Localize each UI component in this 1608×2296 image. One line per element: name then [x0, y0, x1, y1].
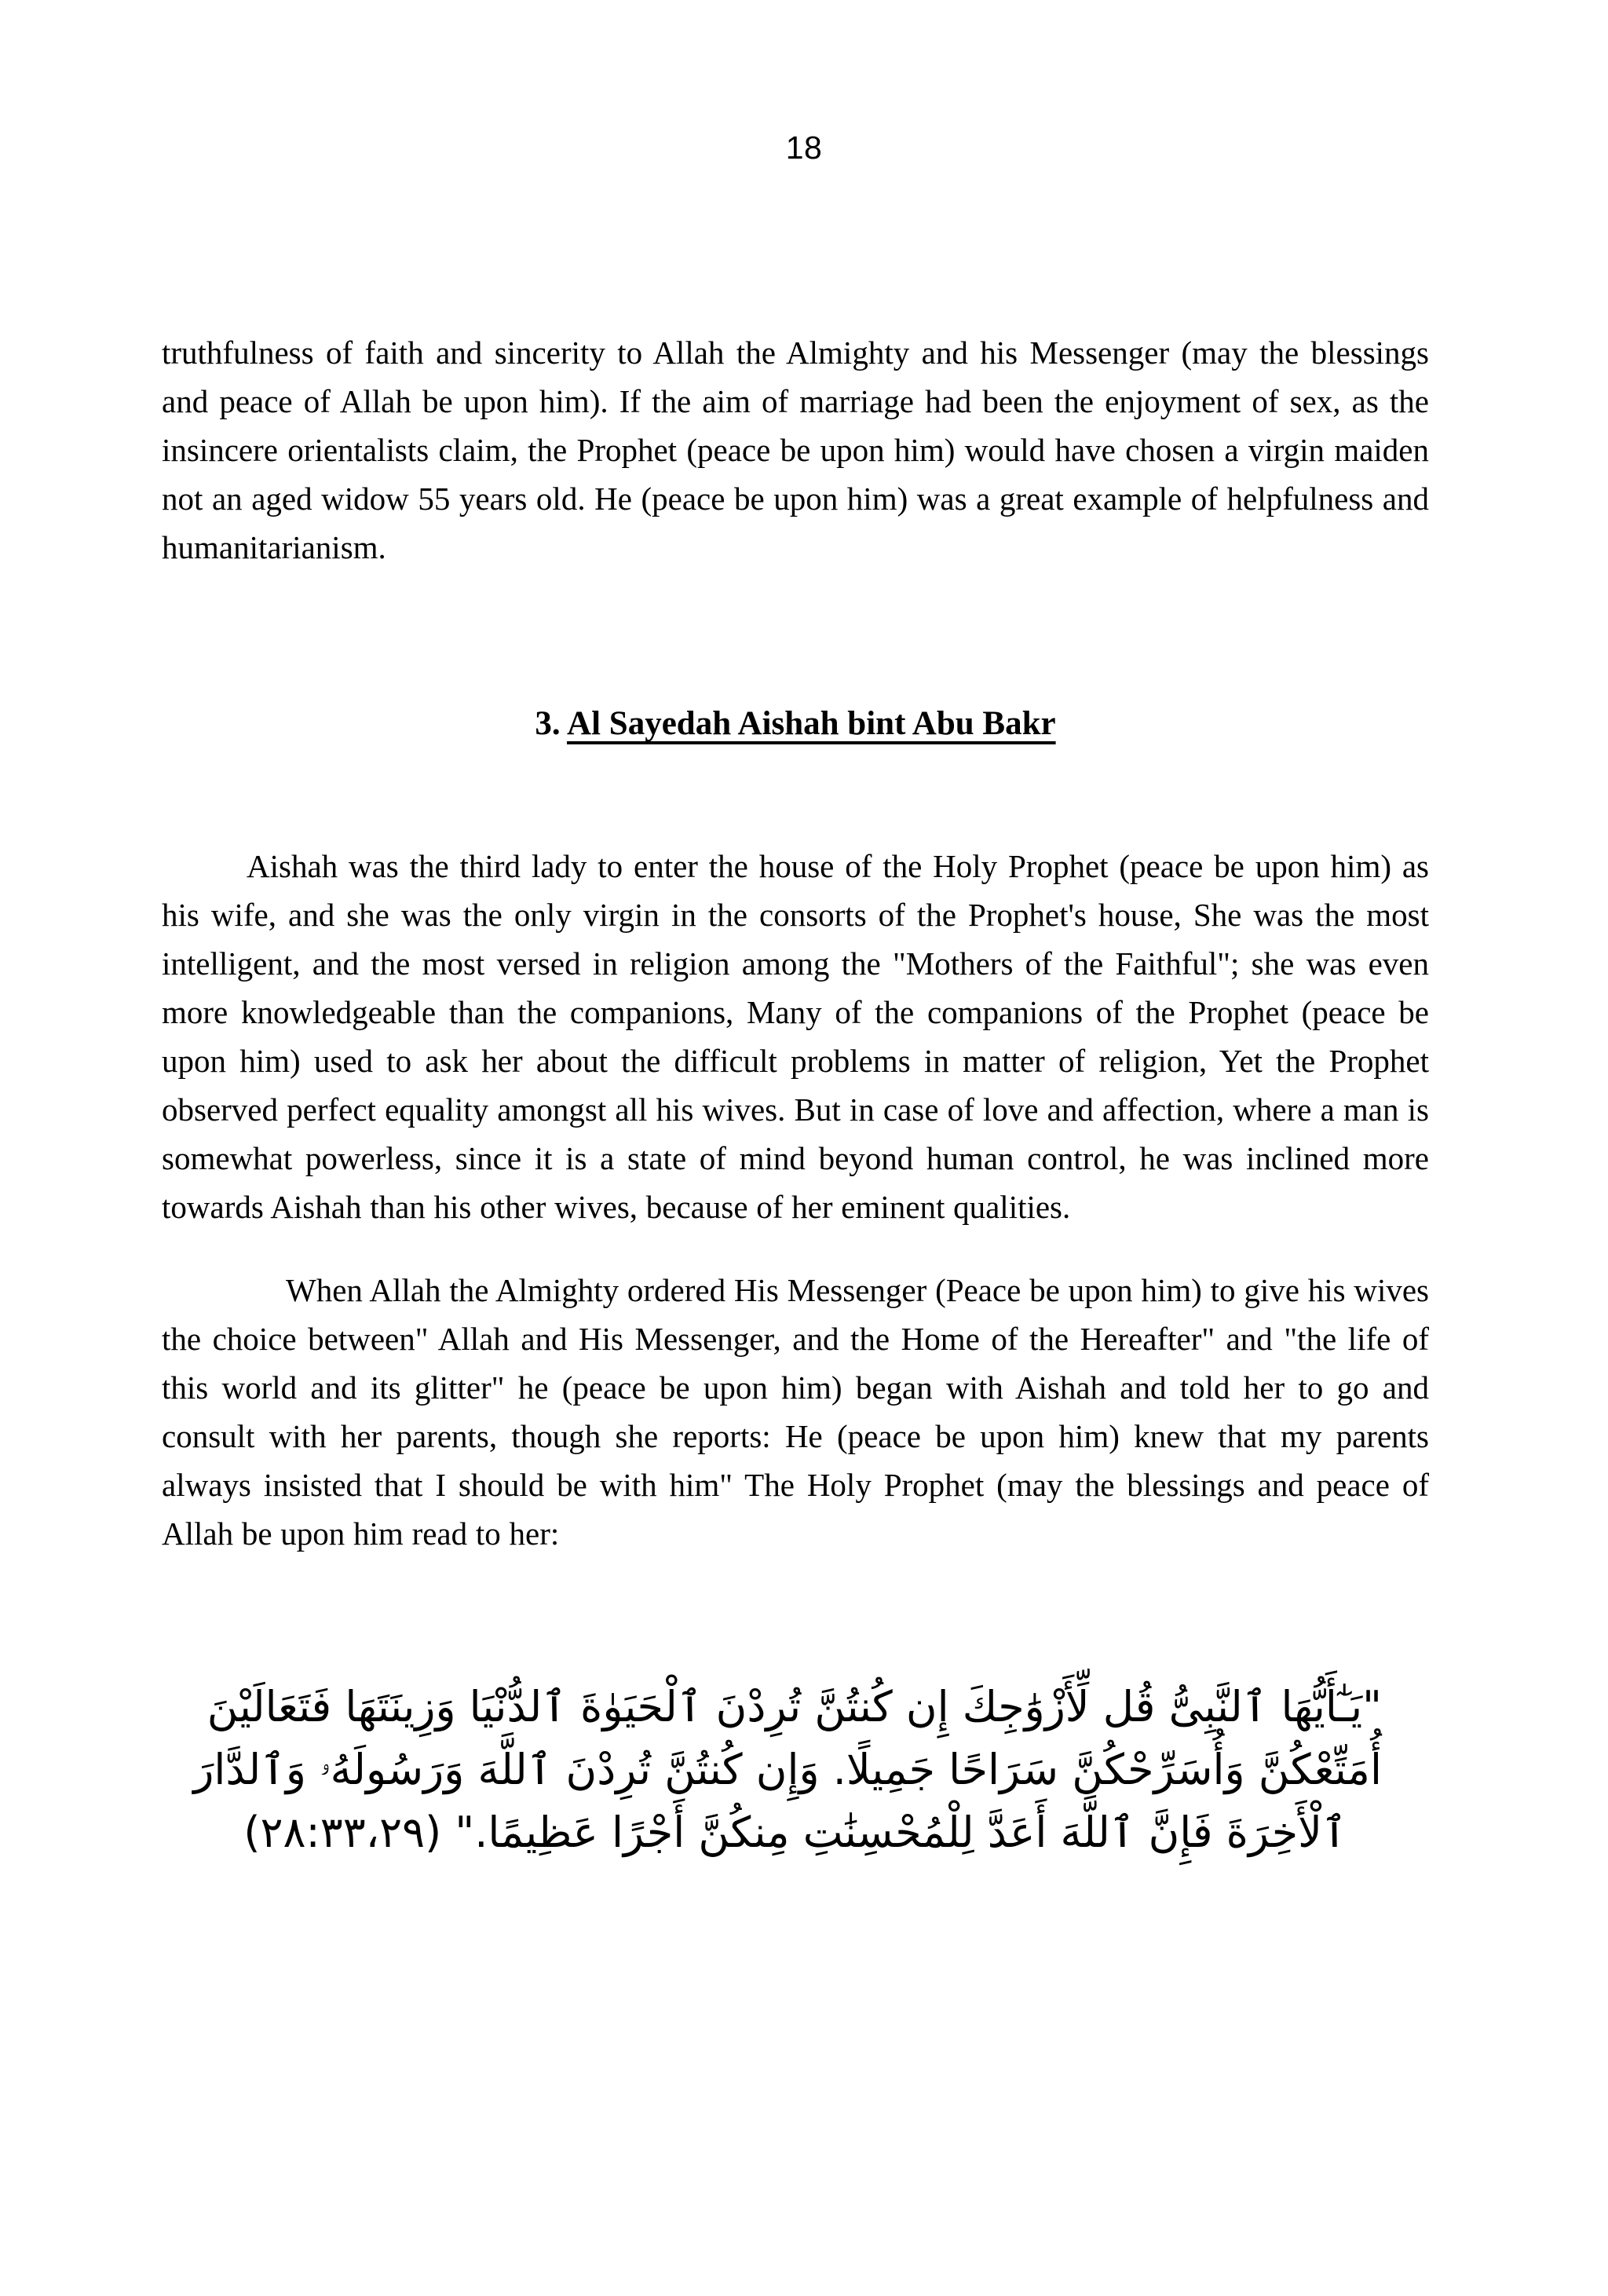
- paragraph-continuation: truthfulness of faith and sincerity to Allah the Almighty and his Messenger (may the blessings and peace of Allah be upon him). If the aim of marriage had been the enjoyment of sex, as the insincere orientalists claim, the Prophet (peace be upon him) would have chosen a virgin maiden not an aged widow 55 years old. He (peace be upon him) was a great example of helpfulness and humanitarianism.: [162, 335, 1429, 565]
- quran-quote-line-1: "يَـٰٓأَيُّهَا ٱلنَّبِىُّ قُل لِّأَزْوَٰجِكَ إِن كُنتُنَّ تُرِدْنَ ٱلْحَيَوٰةَ ٱلدُّنْيَا وَزِينَتَهَا فَتَعَالَيْنَ: [206, 1682, 1382, 1731]
- section-heading: [162, 702, 1429, 746]
- page-number: 18: [785, 130, 823, 166]
- paragraph-aishah-intro: Aishah was the third lady to enter the house of the Holy Prophet (peace be upon him) as his wife, and she was the only virgin in the consorts of the Prophet's house, She was the most intelligent, and the most versed in religion among the "Mothers of the Faithful"; she was even more knowledgeable than the companions, Many of the companions of the Prophet (peace be upon him) used to ask her about the difficult problems in matter of religion, Yet the Prophet observed perfect equality amongst all his wives. But in case of love and affection, where a man is somewhat powerless, since it is a state of mind beyond human control, he was inclined more towards Aishah than his other wives, because of her eminent qualities.: [162, 848, 1429, 1225]
- text-column: [162, 328, 1429, 1864]
- spacer-before-heading: [162, 572, 1429, 702]
- spacer-after-heading: [162, 746, 1429, 842]
- quran-quote-block: [162, 1676, 1429, 1864]
- section-heading-title: Al Sayedah Aishah bint Abu Bakr: [567, 705, 1056, 742]
- paragraph-choice-verse-intro: When Allah the Almighty ordered His Messenger (Peace be upon him) to give his wives the choice between" Allah and His Messenger, and the Home of the Hereafter" and "the life of this world and its glitter" he (peace be upon him) began with Aishah and told her to go and consult with her parents, though she reports: He (peace be upon him) knew that my parents always insisted that I should be with him" The Holy Prophet (may the blessings and peace of Allah be upon him read to her:: [162, 1272, 1429, 1552]
- quran-quote-line-3: ٱلْأَخِرَةَ فَإِنَّ ٱللَّهَ أَعَدَّ لِلْمُحْسِنَٰتِ مِنكُنَّ أَجْرًا عَظِيمًا." (٢٨:٣٣،٢٩): [243, 1808, 1347, 1857]
- quran-quote-line-2: أُمَتِّعْكُنَّ وَأُسَرِّحْكُنَّ سَرَاحًا جَمِيلًا. وَإِن كُنتُنَّ تُرِدْنَ ٱللَّهَ وَرَسُولَهُۥ وَٱلدَّارَ: [193, 1745, 1382, 1794]
- spacer-between-paragraphs: [162, 1231, 1429, 1266]
- section-heading-number: 3.: [535, 705, 568, 742]
- spacer-before-quran-quote: [162, 1558, 1429, 1676]
